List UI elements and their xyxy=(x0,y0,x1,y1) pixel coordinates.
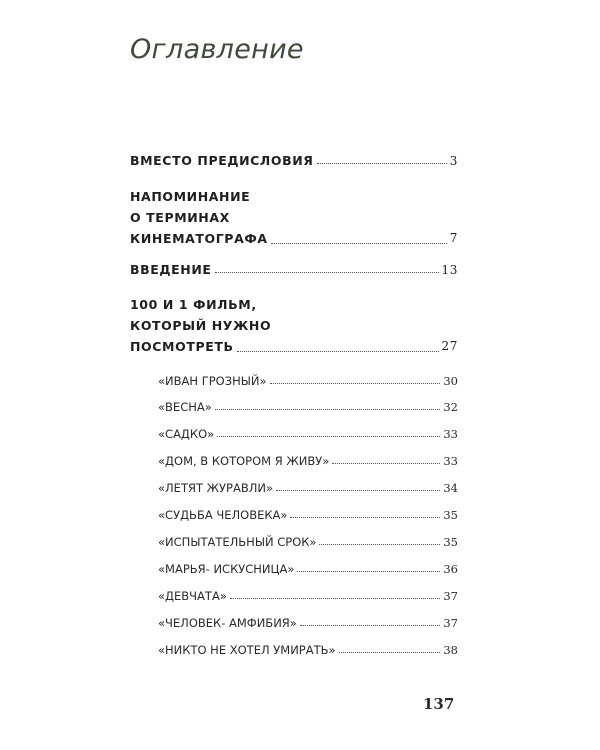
toc-entry-preface[interactable] xyxy=(130,153,458,168)
toc-entry-label-line: 100 И 1 ФИЛЬМ, xyxy=(130,297,257,312)
toc-page-number: 35 xyxy=(443,508,458,522)
toc-entry-label-line: НАПОМИНАНИЕ xyxy=(130,189,251,204)
toc-subentry[interactable] xyxy=(158,374,458,388)
toc-entry-label-line: КИНЕМАТОГРАФА xyxy=(130,231,268,246)
dot-leader xyxy=(300,624,441,626)
toc-subentry-label: «МАРЬЯ- ИСКУСНИЦА» xyxy=(158,562,295,576)
toc-page-number: 35 xyxy=(443,535,458,549)
toc-subentry[interactable] xyxy=(158,643,458,657)
toc-subentry-label: «ЧЕЛОВЕК- АМФИБИЯ» xyxy=(158,616,297,630)
toc-subentry-label: «ИВАН ГРОЗНЫЙ» xyxy=(158,374,267,388)
toc-page-number: 33 xyxy=(443,427,458,441)
toc-subentry-label: «СУДЬБА ЧЕЛОВЕКА» xyxy=(158,508,288,522)
dot-leader xyxy=(319,543,440,545)
dot-leader xyxy=(217,435,440,437)
toc-page-number: 7 xyxy=(449,231,458,245)
toc-page-number: 37 xyxy=(443,616,458,630)
dot-leader xyxy=(317,162,447,164)
toc-page-number: 38 xyxy=(443,643,458,657)
toc-subentry-label: «САДКО» xyxy=(158,427,215,441)
toc-entry-label-line: КОТОРЫЙ НУЖНО xyxy=(130,318,272,333)
page-folio-number: 137 xyxy=(423,695,455,713)
dot-leader xyxy=(271,242,447,244)
toc-page-number: 30 xyxy=(443,374,458,388)
dot-leader xyxy=(332,462,440,464)
toc-page-number: 32 xyxy=(443,400,458,414)
toc-subentry[interactable] xyxy=(158,508,458,522)
dot-leader xyxy=(237,350,439,352)
toc-entry-introduction[interactable] xyxy=(130,262,458,277)
toc-entry-label-line: О ТЕРМИНАХ xyxy=(130,210,230,225)
dot-leader xyxy=(339,651,441,653)
toc-subentry[interactable] xyxy=(158,481,458,495)
toc-entry-label: ВМЕСТО ПРЕДИСЛОВИЯ xyxy=(130,153,314,168)
toc-subentry[interactable] xyxy=(158,589,458,603)
toc-subentry-label: «ИСПЫТАТЕЛЬНЫЙ СРОК» xyxy=(158,535,317,549)
toc-subentry[interactable] xyxy=(158,400,458,414)
toc-subentry[interactable] xyxy=(158,616,458,630)
toc-entry-terms[interactable] xyxy=(130,186,458,249)
toc-page-number: 3 xyxy=(449,154,458,168)
dot-leader xyxy=(215,271,439,273)
toc-subentry-label: «ЛЕТЯТ ЖУРАВЛИ» xyxy=(158,481,274,495)
toc-page-number: 27 xyxy=(441,339,458,353)
toc-entry-label-line: ПОСМОТРЕТЬ xyxy=(130,339,234,354)
dot-leader xyxy=(290,516,440,518)
toc-subentry[interactable] xyxy=(158,427,458,441)
dot-leader xyxy=(276,489,440,491)
dot-leader xyxy=(270,382,441,384)
page-title: Оглавление xyxy=(130,34,304,65)
toc-page-number: 37 xyxy=(443,589,458,603)
dot-leader xyxy=(297,570,440,572)
toc-page-number: 34 xyxy=(443,481,458,495)
toc-subentry-label: «ДОМ, В КОТОРОМ Я ЖИВУ» xyxy=(158,454,330,468)
dot-leader xyxy=(230,597,441,599)
toc-entry-films[interactable] xyxy=(130,294,458,357)
toc-subentry[interactable] xyxy=(158,562,458,576)
toc-subentry[interactable] xyxy=(158,454,458,468)
toc-page-number: 36 xyxy=(443,562,458,576)
toc-subentry-label: «НИКТО НЕ ХОТЕЛ УМИРАТЬ» xyxy=(158,643,336,657)
toc-page-number: 33 xyxy=(443,454,458,468)
dot-leader xyxy=(215,408,441,410)
toc-entry-label: ВВЕДЕНИЕ xyxy=(130,262,212,277)
toc-subentry-label: «ДЕВЧАТА» xyxy=(158,589,227,603)
toc-subentry-label: «ВЕСНА» xyxy=(158,400,212,414)
toc-subentry[interactable] xyxy=(158,535,458,549)
toc-page-number: 13 xyxy=(441,263,458,277)
